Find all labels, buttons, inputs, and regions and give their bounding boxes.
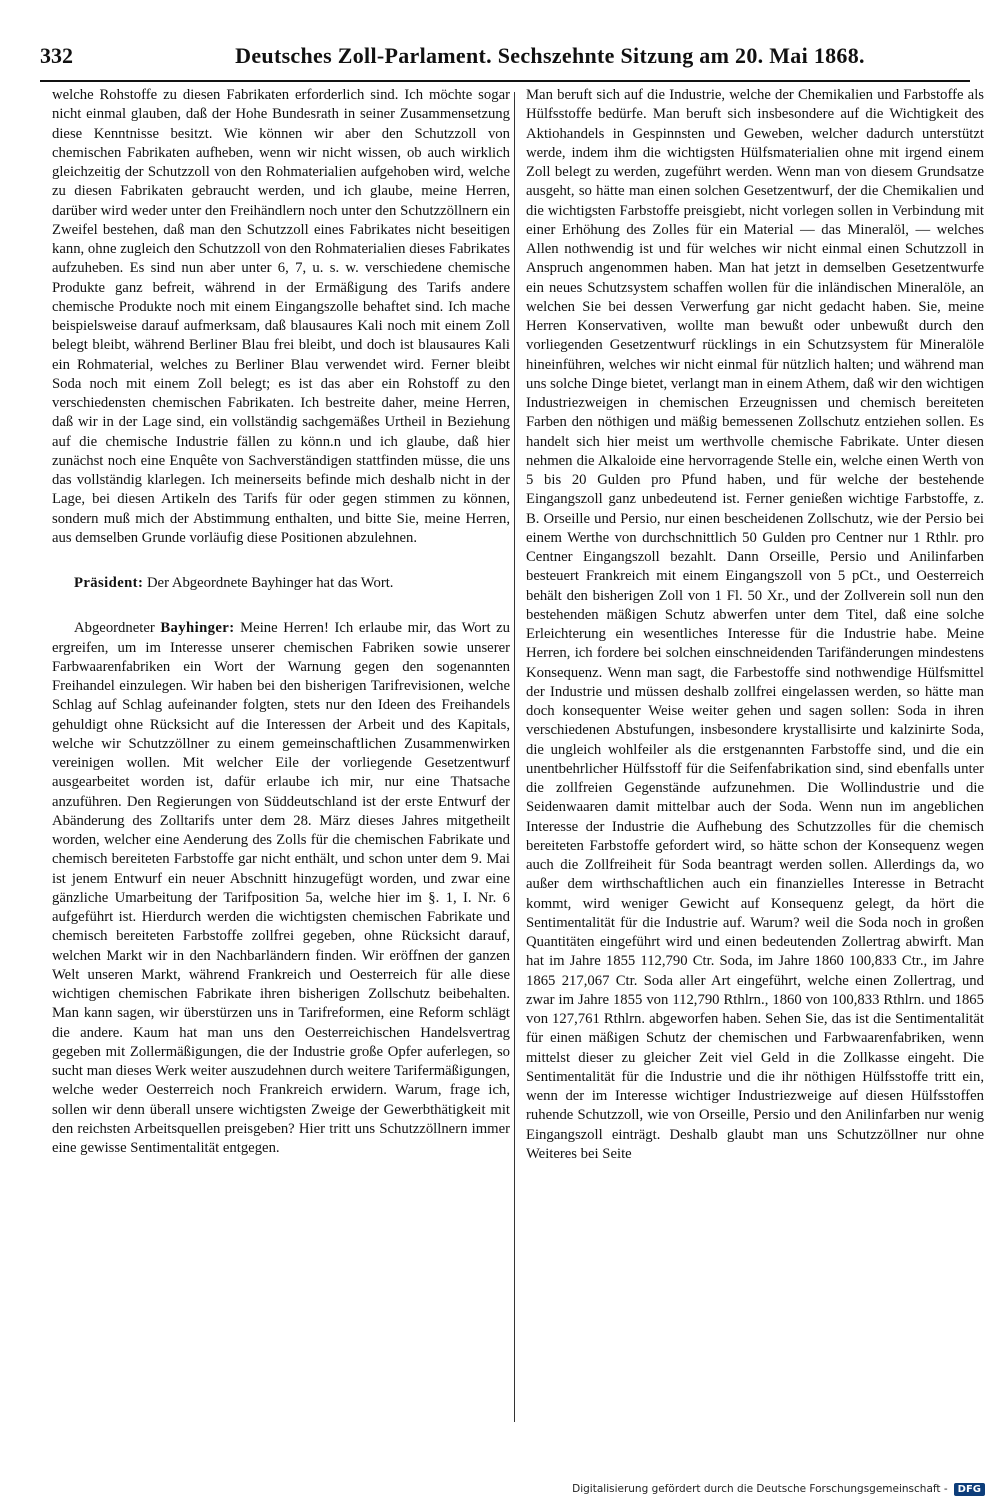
speaker-prefix: Abgeordneter [74, 620, 155, 637]
speech-paragraph [52, 619, 510, 1158]
right-column [526, 86, 984, 1164]
speech-text: Meine Herren! Ich erlaube mir, das Wort zu ergreifen, um im Interesse unserer chemischen Fabriken sowie unserer Farbwaarenfabriken ein Wort der Warnung gegen den sogenannten Freihandel einzulegen. Wir haben bei den bisherigen Tarifrevisionen, welche Schlag auf Schlag aufeinander folgten, stets nur den Ideen des Freihandels gehuldigt ohne Rücksicht auf die Interessen der Arbeit und des Kapitals, welche wir Schutzzöllner zu einem gemeinschaftlichen Zusammenwirken vereinigen wollen. Mit welcher Eile der vorliegende Gesetzentwurf ausgearbeitet worden ist, dafür erlaube ich mir, nur eine Thatsache anzuführen. Den Regierungen von Süddeutschland ist der erste Entwurf der Abänderung des Zolltarifs unter dem 28. März dieses Jahres mitgetheilt worden, welcher eine Aenderung des Zolls für die chemischen Fabrikate und chemisch bereiteten Farbstoffe gar nicht enthält, und schon unter dem 9. Mai ist jenem Entwurf ein neuer Abschnitt hinzugefügt worden, und zwar eine gänzliche Umarbeitung der Tarifposition 5a, welche hier im §. 1, I. Nr. 6 aufgeführt ist. Hierdurch werden die wichtigsten chemischen Fabrikate und chemisch bereiteten Farbstoffe zollfrei gegeben, ohne Rücksicht darauf, welchen Markt wir in den Nachbarländern finden. Wir eröffnen der ganzen Welt unseren Markt, während Frankreich und Oesterreich für alle diese wichtigen chemischen Fabrikate ihren bisherigen Zollschutz beibehalten. Man kann sagen, wir überstürzen uns in Tarifreformen, eine Reform schlägt die andere. Kaum hat man uns den Oesterreichischen Handelsvertrag gegeben mit Zollermäßigungen, die der Industrie große Opfer auferlegen, so sucht man dieses Werk weiter auszudehnen durch weitere Tarifermäßigungen, welche weder Oesterreich noch Frankreich erwidern. Warum, frage ich, sollen wir denn überall unsere wichtigsten Zweige der Gewerbthätigkeit mit den reichsten Arbeitsquellen preisgeben? Hier tritt uns Schutzzöllnern immer eine gewisse Sentimentalität entgegen. [52, 620, 511, 1156]
president-text: Der Abgeordnete Bayhinger hat das Wort. [146, 575, 394, 591]
president-paragraph [52, 574, 510, 593]
left-paragraph-1: welche Rohstoffe zu diesen Fabrikaten erforderlich sind. Ich möchte sogar nicht einmal glauben, daß der Hohe Bundesrath in seiner Zusammensetzung diese Kenntnisse besitzt. Wie können wir aber den Schutzzoll von chemischen Fabrikaten aufheben, wenn wir nicht wissen, ob auch wirklich gleichzeitig der Schutzzoll von den Rohmaterialien aufgehoben wird, welche zu diesen Fabrikaten gebraucht werden, und ich glaube, meine Herren, darüber wird weder unter den Freihändlern noch unter den Schutzzöllnern ein Zweifel bestehen, daß man den Schutzzoll eines Fabrikates nicht beseitigen kann, ohne zugleich den Schutzzoll von den Rohmaterialien dieses Fabrikates aufzuheben. Es sind nun aber unter 6, 7, u. s. w. verschiedene chemische Produkte ganz befreit, während in der Ermäßigung des Tarifs andere chemische Produkte noch mit einem Eingangszolle behaftet sind. Ich mache beispielsweise darauf aufmerksam, daß blausaures Kali noch mit einem Zoll belegt bleibt, während Berliner Blau frei bleibt, und doch ist blausaures Kali ein Rohmaterial, welches zu Berliner Blau verwendet wird. Ferner bleibt Soda noch mit einem Zoll belegt; es ist das aber ein Rohstoff zu den verschiedensten chemischen Fabrikaten. Ich bestreite daher, meine Herren, daß wir in der Lage sind, ein vollständig sachgemäßes Urtheil in Beziehung auf die chemische Industrie fällen zu könn.n und ich glaube, daß hier zunächst noch eine Enquête von Sachverständigen stattfinden müsse, die uns das vollständig klarlegen. Ich meinerseits befinde mich deshalb nicht in der Lage, bei diesen Artikeln des Tarifs für oder gegen stimmen zu können, sondern muß mich der Abstimmung enthalten, und bitte Sie, meine Herren, aus demselben Grunde vorläufig diese Positionen abzulehnen. [52, 87, 510, 546]
president-label: Präsident: [74, 575, 144, 591]
column-divider [514, 92, 515, 1422]
running-title: Deutsches Zoll-Parlament. Sechszehnte Sitzung am 20. Mai 1868. [235, 43, 865, 68]
speaker-name: Bayhinger: [160, 620, 235, 637]
page-number: 332 [40, 43, 73, 68]
dfg-logo: DFG [954, 1483, 985, 1496]
footer [560, 1480, 985, 1498]
digitization-credit: Digitalisierung gefördert durch die Deutsche Forschungsgemeinschaft - [572, 1483, 948, 1495]
right-paragraph-1: Man beruft sich auf die Industrie, welche der Chemikalien und Farbstoffe als Hülfsstoffe bedürfe. Man beruft sich insbesondere auf die Wichtigkeit des Aktiohandels in Gespinnsten und Geweben, welcher dadurch unterstützt werde, indem ihm die wichtigsten Hülfsmaterialien ohne mit irgend einem Zoll belegt zu werden, zugeführt werden. Wenn man von diesem Grundsatze ausgeht, so hätte man einen solchen Gesetzentwurf, der die Chemikalien und die wichtigsten Farbstoffe preisgiebt, nicht vorlegen sollen in Verbindung mit einer Erhöhung des Zolles für ein Material — das Mineralöl, — welches Allen nothwendig ist und für welches wir nicht einmal einen Schutzzoll in Anspruch angenommen haben. Man hat jetzt in demselben Gesetzentwurfe ein neues Schutzsystem schaffen wollen für die inländischen Mineralöle, an welchen Sie bei dessen Verwerfung gar nicht gedacht haben. Sie, meine Herren Konservativen, wollte man bewußt oder unbewußt durch den vorliegenden Gesetzentwurf rücklings in ein Schutzsystem für Mineralöle hineinführen, welches wir nicht einmal für nützlich halten; und während man uns solche Dinge bietet, verlangt man in einem Athem, daß wir den wichtigen Industriezweigen in chemischen Erzeugnissen und chemisch bereiteten Farben den nöthigen und mäßig bemessenen Zollschutz entziehen sollen. Es handelt sich hier meist um werthvolle chemische Fabrikate. Unter diesen nehmen die Alkaloide eine hervorragende Stelle ein, welche einen Werth von 5 bis 20 Gulden pro Pfund haben, und für welche der bestehende Eingangszoll ganz unbedeutend ist. Ferner genießen wichtige Farbstoffe, z. B. Orseille und Persio, nur einen bescheidenen Zollschutz, wie der Persio bei einem Werthe von durchschnittlich 50 Gulden pro Centner nur 1 Rthlr. pro Centner Eingangszoll bezahlt. Dann Orseille, Persio und Anilinfarben besteuert Frankreich mit einem Eingangszoll von 5 pCt., und Oesterreich behält den bisherigen Zoll von 1 Fl. 50 Xr., und der Zollverein soll nun den bestehenden mäßigen Schutz abwerfen unter dem Titel, daß eine solche Erleichterung ein wesentliches Interesse für die Industrie habe. Meine Herren, ich fordere bei solchen einschneidenden Tarifänderungen mindestens Konsequenz. Wenn man sagt, die Farbestoffe sind nothwendige Hülfsmittel der Industrie und müssen deshalb zollfrei eingelassen werden, so hätte man doch konsequenter Weise weiter gehen und sagen sollen: Soda in ihren verschiedenen Abstufungen, insbesondere krystallisirte und kalzinirte Soda, die ungleich wohlfeiler als die erstgenannten Farbstoffe sind, und die ein unentbehrlicher Hülfsstoff für die Seifenfabrikation sind, sind ebenfalls unter die zollfreien Gegenstände aufzunehmen. Die Wollindustrie und die Seidenwaaren damit mittelbar auch der Soda. Wenn nun im angeblichen Interesse der Industrie die Aufhebung des Schutzzolles für die chemisch bereiteten Farbstoffe gefordert wird, so hätte schon der Konsequenz wegen auch die Zollfreiheit für Soda beantragt werden sollen. Allerdings da, wo außer dem wirthschaftlichen auch ein finanzielles Interesse in Betracht kommt, wird weniger Gewicht auf Konsequenz gelegt, da hört die Sentimentalität für die Industrie auf. Warum? weil die Soda noch in großen Quantitäten eingeführt wird und einen bedeutenden Zollertrag abwirft. Man hat im Jahre 1855 112,790 Ctr. Soda, im Jahre 1860 100,833 Ctr., im Jahre 1865 217,067 Ctr. Soda aller Art eingeführt, welche einen Zollertrag, und zwar im Jahre 1855 von 112,790 Rthlrn., 1860 von 100,833 Rthlrn. und 1865 von 127,761 Rthlrn. abgeworfen haben. Sehen Sie, das ist die Sentimentalität für einen mäßigen Schutz der chemischen und Farbwaarenfabriken, wenn mittelst dieser zu gleicher Zeit viel Geld in die Zollkasse eingeht. Die Sentimentalität für die Industrie und die ihr nöthigen Hülfsstoffe tritt ein, wenn der im Interesse wichtiger Industriezweige auf diesen Hülfsstoffen ruhende Schutzzoll, wie von Orseille, Persio und den Anilinfarben nur wenig Eingangszoll einträgt. Deshalb glaubt man uns Schutzzöllner nur ohne Weiteres bei Seite [526, 87, 984, 1162]
page-header [40, 36, 970, 76]
left-column [52, 86, 510, 1158]
header-rule [40, 80, 970, 82]
